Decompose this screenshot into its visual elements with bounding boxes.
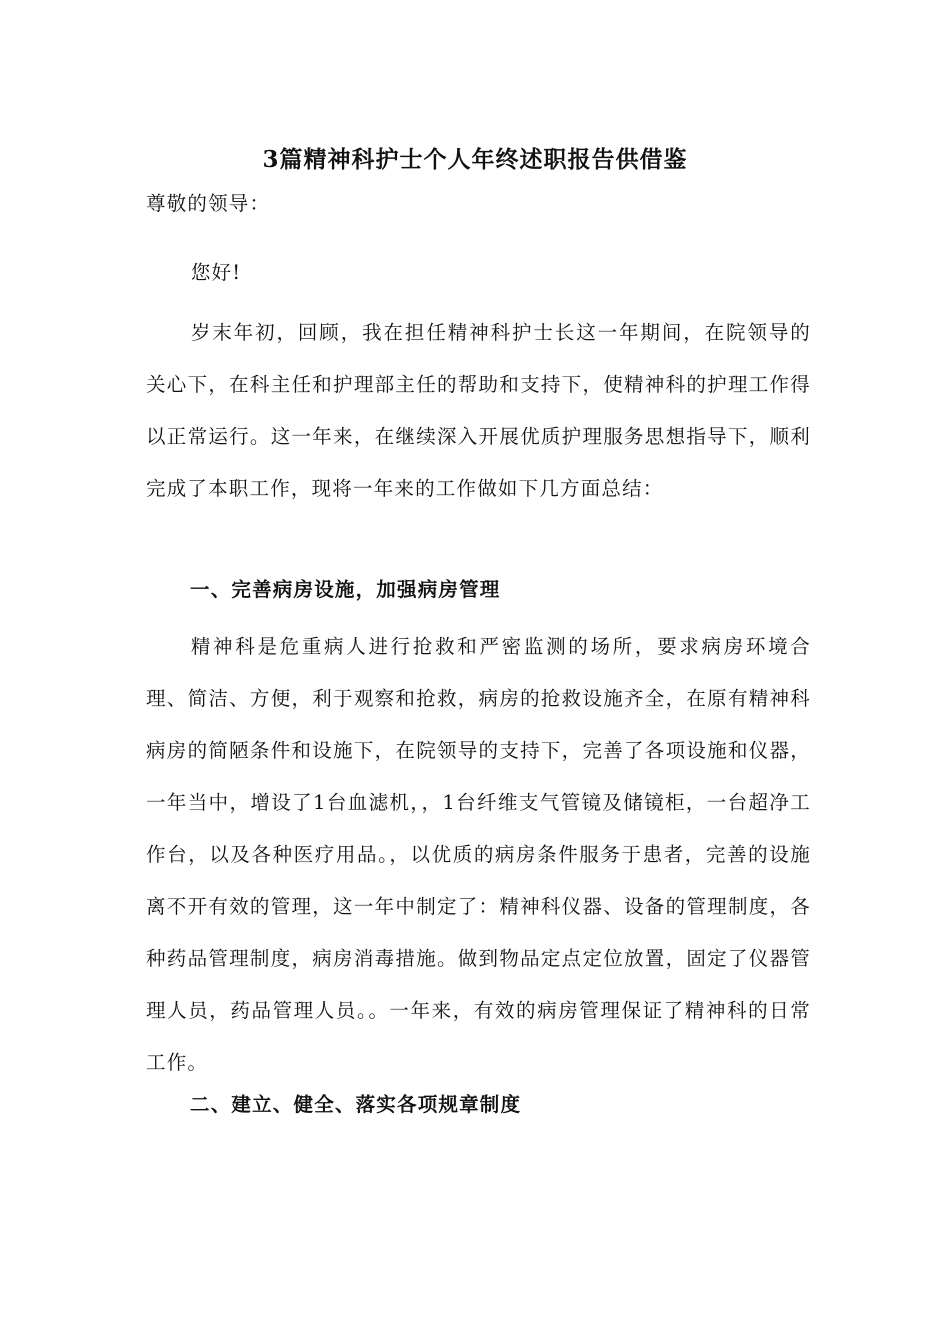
document-title: 3篇精神科护士个人年终述职报告供借鉴 <box>262 146 688 173</box>
section-body-1: 精神科是危重病人进行抢救和严密监测的场所，要求病房环境合理、简洁、方便，利于观察和抢救，病房的抢救设施齐全，在原有精神科病房的简陋条件和设施下，在院领导的支持下，完善了各项设施和仪器，一年当中，增设了1台血滤机，，1台纤维支气管镜及储镜柜，一台超净工作台，以及各种医疗用品。，以优质的病房条件服务于患者，完善的设施离不开有效的管理，这一年中制定了：精神科仪器、设备的管理制度，各种药品管理制度，病房消毒措施。做到物品定点定位放置，固定了仪器管理人员，药品管理人员。。一年来，有效的病房管理保证了精神科的日常工作。 <box>146 635 811 1074</box>
salutation: 尊敬的领导： <box>146 192 271 215</box>
section-heading-2: 二、建立、健全、落实各项规章制度 <box>190 1093 522 1116</box>
section-heading-1: 一、完善病房设施，加强病房管理 <box>190 578 501 601</box>
intro-paragraph: 岁末年初，回顾，我在担任精神科护士长这一年期间，在院领导的关心下，在科主任和护理部主任的帮助和支持下，使精神科的护理工作得以正常运行。这一年来，在继续深入开展优质护理服务思想指导下，顺利完成了本职工作，现将一年来的工作做如下几方面总结： <box>146 321 811 500</box>
greeting: 您好! <box>190 261 242 284</box>
